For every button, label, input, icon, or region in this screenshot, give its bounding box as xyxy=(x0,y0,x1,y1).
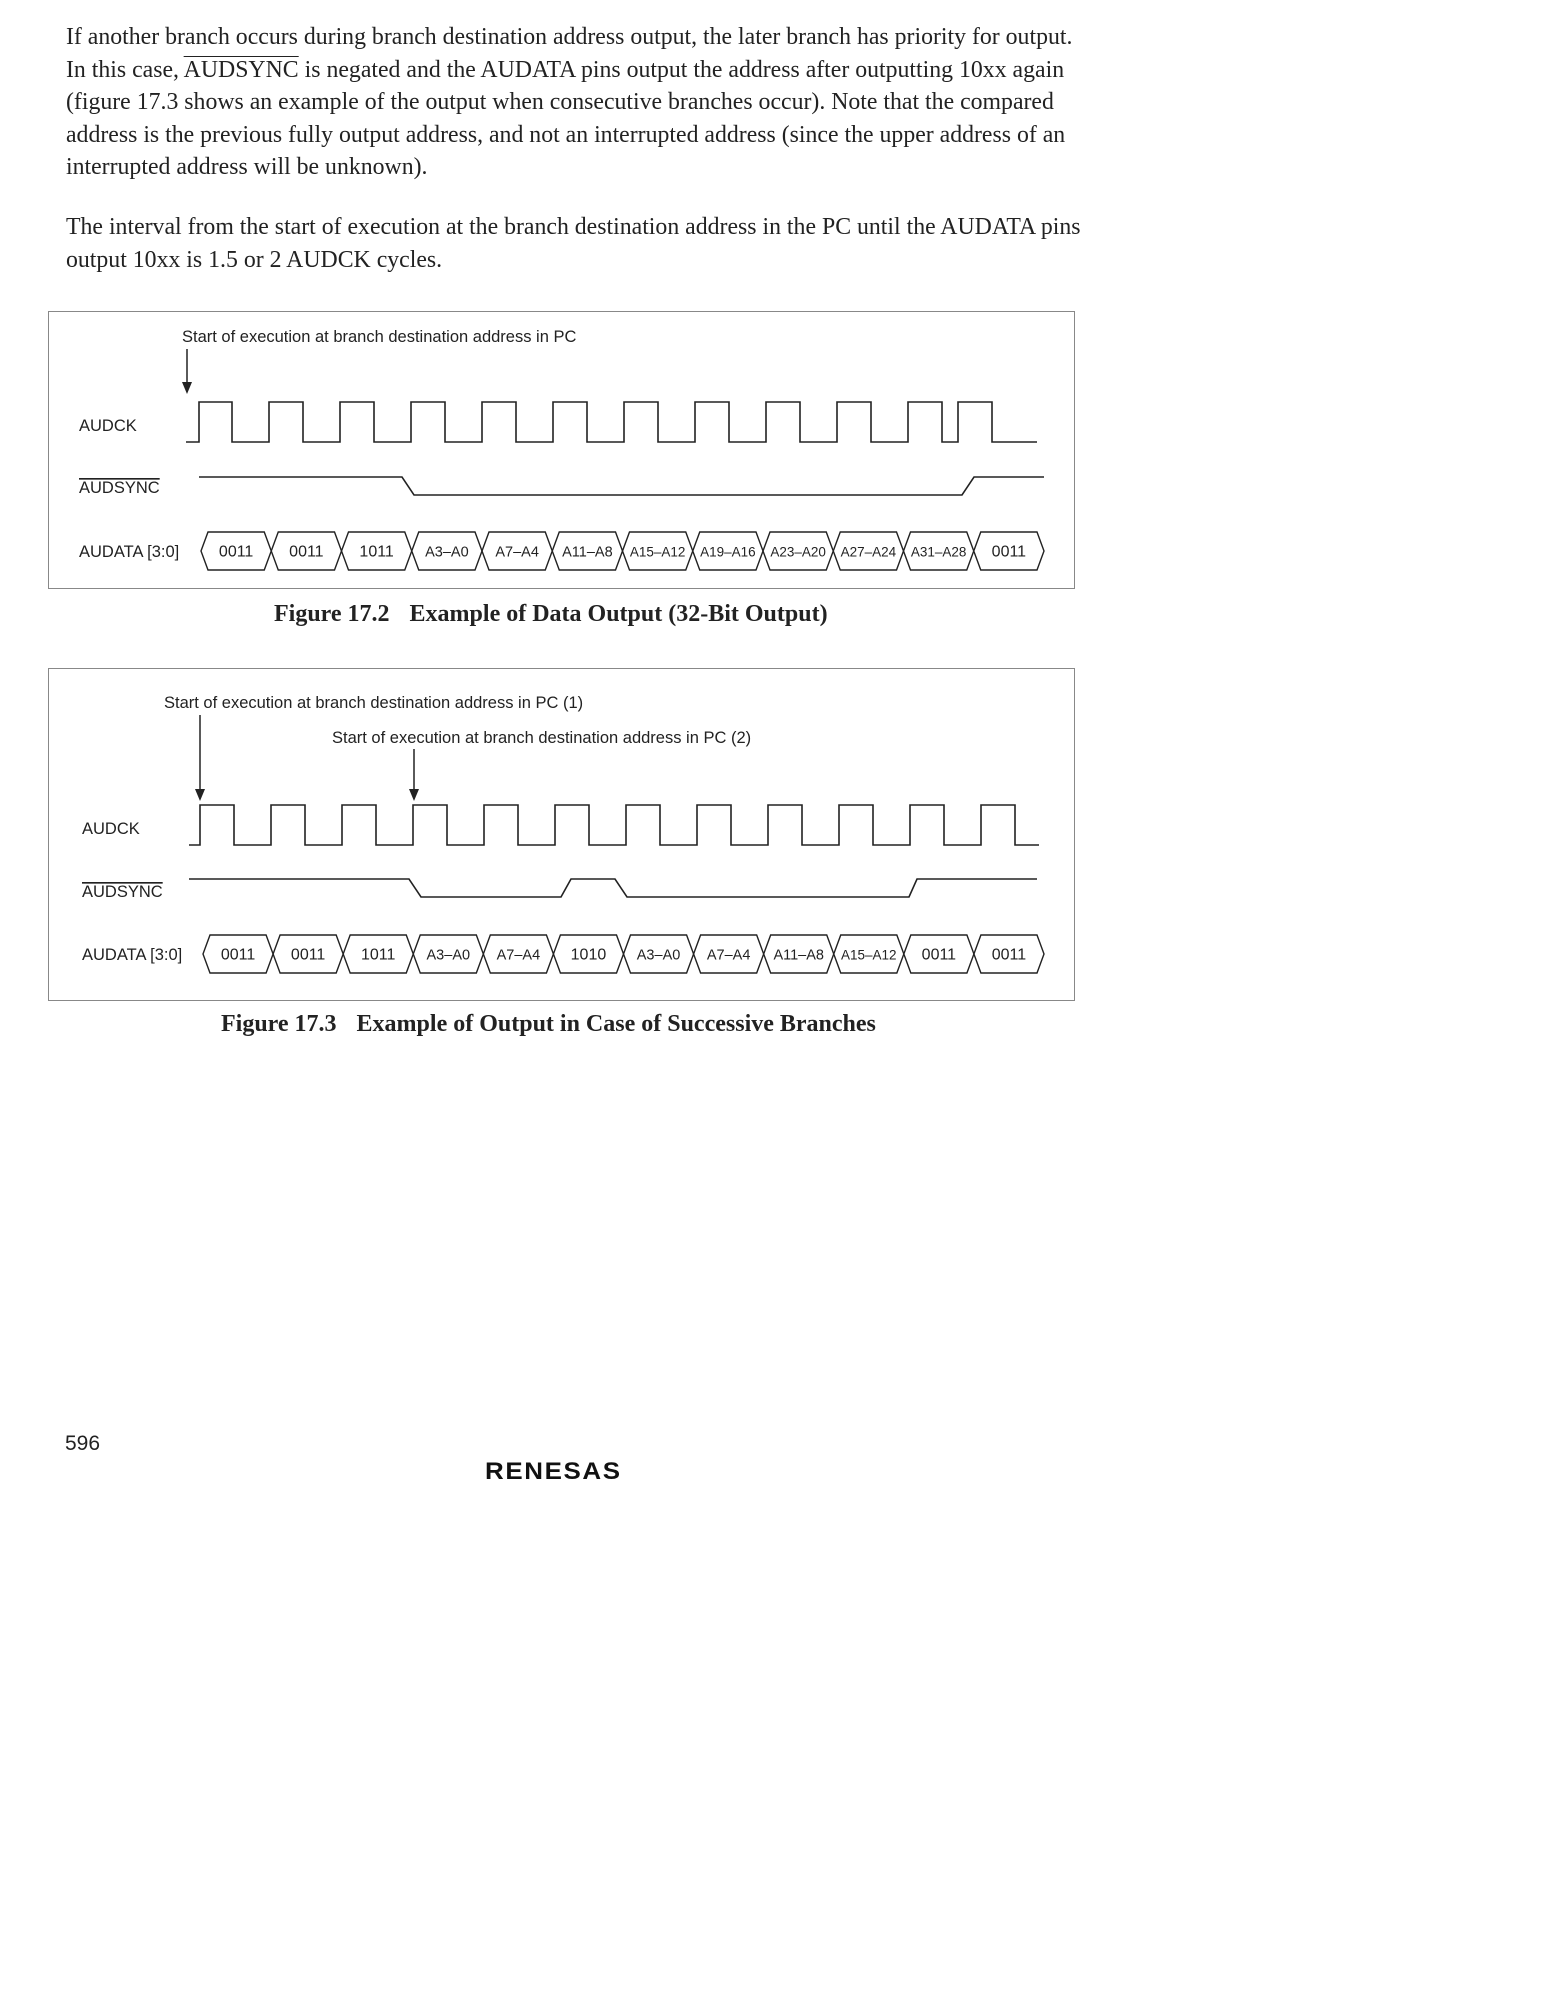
audata-value: A7–A4 xyxy=(496,947,541,964)
figure-17-3-caption: Figure 17.3 Example of Output in Case of Successive Branches xyxy=(221,1011,876,1037)
paragraph-2: The interval from the start of execution at the branch destination address in the PC until the AUDATA pins output 10xx is 1.5 or 2 AUDCK cycles. xyxy=(66,214,1081,273)
audck-label: AUDCK xyxy=(82,820,140,838)
figure-17-2-waveforms xyxy=(49,312,1076,590)
audck-waveform xyxy=(186,402,1037,442)
audata-value: 0011 xyxy=(220,946,256,964)
audata-value: 0011 xyxy=(290,946,326,964)
audck-waveform xyxy=(189,805,1039,845)
audsync-waveform xyxy=(199,477,1044,495)
branch-start-annotation-2: Start of execution at branch destination address in PC (2) xyxy=(332,729,752,747)
renesas-logo: RENESAS xyxy=(485,1458,622,1485)
audata-label: AUDATA [3:0] xyxy=(82,946,183,964)
audata-value: A31–A28 xyxy=(910,544,967,560)
branch-start-annotation: Start of execution at branch destination address in PC xyxy=(182,328,577,346)
timing-diagram-figure-17-3 xyxy=(48,668,1075,1001)
audata-value: 0011 xyxy=(289,543,324,561)
audata-label: AUDATA [3:0] xyxy=(79,543,180,561)
audata-value: A3–A0 xyxy=(636,947,681,964)
timing-diagram-figure-17-2 xyxy=(48,311,1075,589)
audata-value: A15–A12 xyxy=(841,947,897,963)
audsync-signal-name: AUDSYNC xyxy=(183,56,299,83)
audata-value: A15–A12 xyxy=(629,544,686,560)
audck-label: AUDCK xyxy=(79,417,137,435)
audata-value: 0011 xyxy=(991,946,1027,964)
figure-17-2-caption: Figure 17.2 Example of Data Output (32-Bit Output) xyxy=(274,601,828,627)
audata-value: A7–A4 xyxy=(706,947,751,964)
page-number: 596 xyxy=(65,1432,101,1455)
audata-value: A7–A4 xyxy=(495,544,539,561)
branch-start-arrowhead-1 xyxy=(195,789,205,801)
audata-value: 1011 xyxy=(361,946,396,964)
audata-value: 0011 xyxy=(991,543,1027,561)
paragraph-1: If another branch occurs during branch destination address output, the later branch has priority for output. In this case, AUDSYNC is negated and the AUDATA pins output the address after outputting 10xx again (figure 17.3 shows an example of the output when consecutive branches occur). Note that the compared address is the previous fully output address, and not an interrupted address (since the upper address of an interrupted address will be unknown). xyxy=(66,24,1073,180)
audata-value: A27–A24 xyxy=(840,544,897,560)
audsync-label: AUDSYNC xyxy=(79,479,160,497)
audata-value: 1011 xyxy=(359,543,394,561)
audata-value: 0011 xyxy=(218,543,254,561)
audata-value: 1010 xyxy=(570,946,607,964)
audsync-waveform xyxy=(189,879,1037,897)
figure-17-3-waveforms xyxy=(49,669,1076,1002)
audata-value: A3–A0 xyxy=(426,947,471,964)
audata-value: 0011 xyxy=(921,946,957,964)
audata-bus xyxy=(201,532,1044,570)
branch-start-arrowhead xyxy=(182,382,192,394)
audata-bus xyxy=(203,935,1044,973)
audata-value: A11–A8 xyxy=(562,544,613,561)
audsync-label: AUDSYNC xyxy=(82,883,163,901)
branch-start-annotation-1: Start of execution at branch destination address in PC (1) xyxy=(164,694,584,712)
audata-value: A3–A0 xyxy=(425,544,469,561)
branch-start-arrowhead-2 xyxy=(409,789,419,801)
audata-value: A23–A20 xyxy=(770,544,826,560)
audata-value: A11–A8 xyxy=(773,947,824,964)
audata-value: A19–A16 xyxy=(700,544,756,560)
